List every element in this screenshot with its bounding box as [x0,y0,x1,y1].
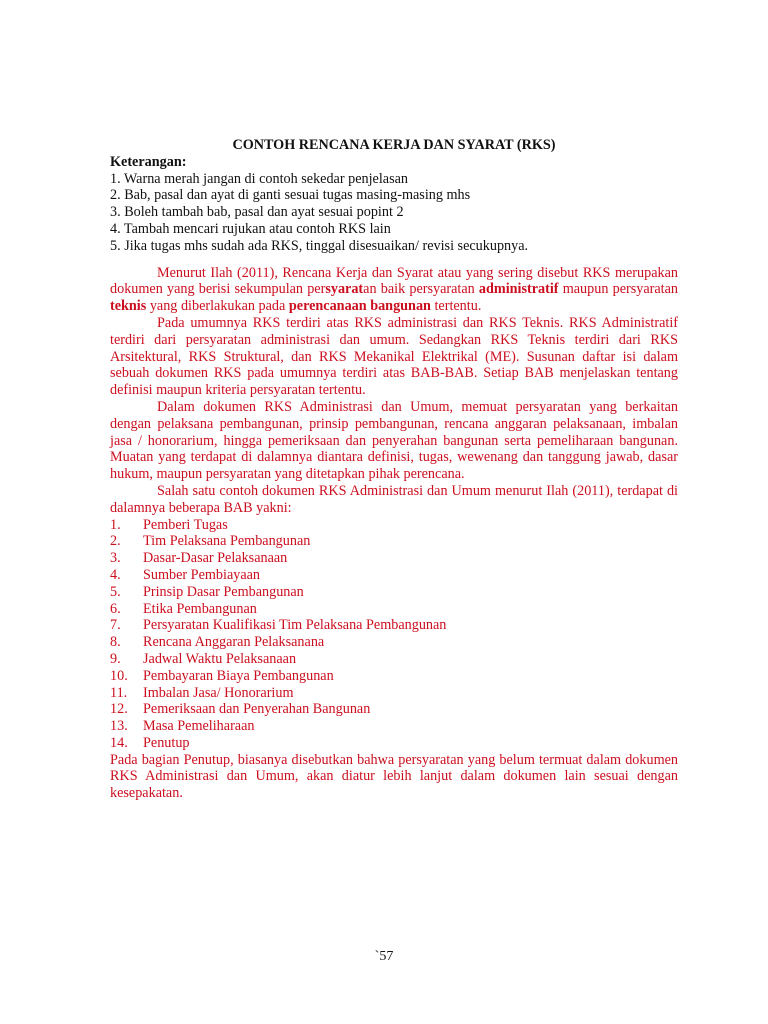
list-item: 11. Imbalan Jasa/ Honorarium [110,684,294,701]
paragraph-penutup: Pada bagian Penutup, biasanya disebutkan bahwa persyaratan yang belum termuat dalam dokumen RKS Administrasi dan Umum, akan diatur lebih lanjut dalam dokumen lain sesuai dengan kesepakatan. [110,751,678,802]
list-item: 14. Penutup [110,734,190,751]
list-item: 4. Sumber Pembiayaan [110,566,261,583]
bab-list [110,517,678,752]
paragraph-bab-intro: Salah satu contoh dokumen RKS Administrasi dan Umum menurut Ilah (2011), terdapat di dalamnya beberapa BAB yakni: [110,482,678,516]
list-item: 3. Dasar-Dasar Pelaksanaan [110,550,288,567]
note-item: 2. Bab, pasal dan ayat di ganti sesuai tugas masing-masing mhs [110,187,471,204]
text-run: an baik persyaratan [363,281,479,298]
list-item: 13. Masa Pemeliharaan [110,718,255,735]
list-item: 5. Prinsip Dasar Pembangunan [110,583,304,600]
paragraph-rks-types: Pada umumnya RKS terdiri atas RKS administrasi dan RKS Teknis. RKS Administratif terdiri dari persyaratan administrasi dan umum. Sedangkan RKS Teknis terdiri dari RKS Arsitektural, RKS Struktural, dan RKS Mekanikal Elektrikal (ME). Susunan daftar isi dalam sebuah dokumen RKS pada umumnya terdiri atas BAB-BAB. Setiap BAB menjelaskan tentang definisi maupun kriteria persyaratan tertentu. [110,314,678,399]
list-item: 9. Jadwal Waktu Pelaksanaan [110,650,297,667]
list-item: 12. Pemeriksaan dan Penyerahan Bangunan [110,701,371,718]
bold-term: teknis [110,298,147,315]
note-item: 3. Boleh tambah bab, pasal dan ayat sesuai popint 2 [110,204,404,221]
paragraph-definition [110,265,678,315]
list-item: 10. Pembayaran Biaya Pembangunan [110,667,334,684]
bold-term: administratif [478,281,559,298]
text-run: Menurut Ilah (2011), Rencana Kerja dan Syarat atau yang sering disebut RKS merupakan dokumen yang berisi sekumpulan per [110,264,678,298]
bold-term: perencanaan bangunan [288,298,431,315]
document-page [110,137,678,802]
note-item: 5. Jika tugas mhs sudah ada RKS, tinggal disesuaikan/ revisi secukupnya. [110,237,529,254]
note-item: 4. Tambah mencari rujukan atau contoh RKS lain [110,220,391,237]
list-item: 1. Pemberi Tugas [110,516,228,533]
text-run: maupun persyaratan [558,281,678,298]
document-title: CONTOH RENCANA KERJA DAN SYARAT (RKS) [232,137,556,153]
list-item: 7. Persyaratan Kualifikasi Tim Pelaksana Pembangunan [110,617,447,634]
list-item: 8. Rencana Anggaran Pelaksanana [110,634,325,651]
list-item: 2. Tim Pelaksana Pembangunan [110,533,311,550]
page-number: `57 [374,949,394,964]
paragraph-rks-administrasi: Dalam dokumen RKS Administrasi dan Umum, memuat persyaratan yang berkaitan dengan pelaksana pembangunan, prinsip pembangunan, rencana anggaran pelaksanaan, imbalan jasa / honorarium, hingga pemeriksaan dan penyerahan bangunan serta pemeliharaan bangunan. Muatan yang terdapat di dalamnya diantara definisi, tugas, wewenang dan tanggung jawab, dasar hukum, maupun persyaratan yang ditetapkan pihak perencana. [110,398,678,483]
text-run: yang diberlakukan pada [146,298,289,315]
note-item: 1. Warna merah jangan di contoh sekedar penjelasan [110,170,408,187]
text-run: tertentu. [430,298,482,315]
notes-heading: Keterangan: [110,153,187,170]
bold-term: syarat [325,281,364,298]
list-item: 6. Etika Pembangunan [110,600,257,617]
